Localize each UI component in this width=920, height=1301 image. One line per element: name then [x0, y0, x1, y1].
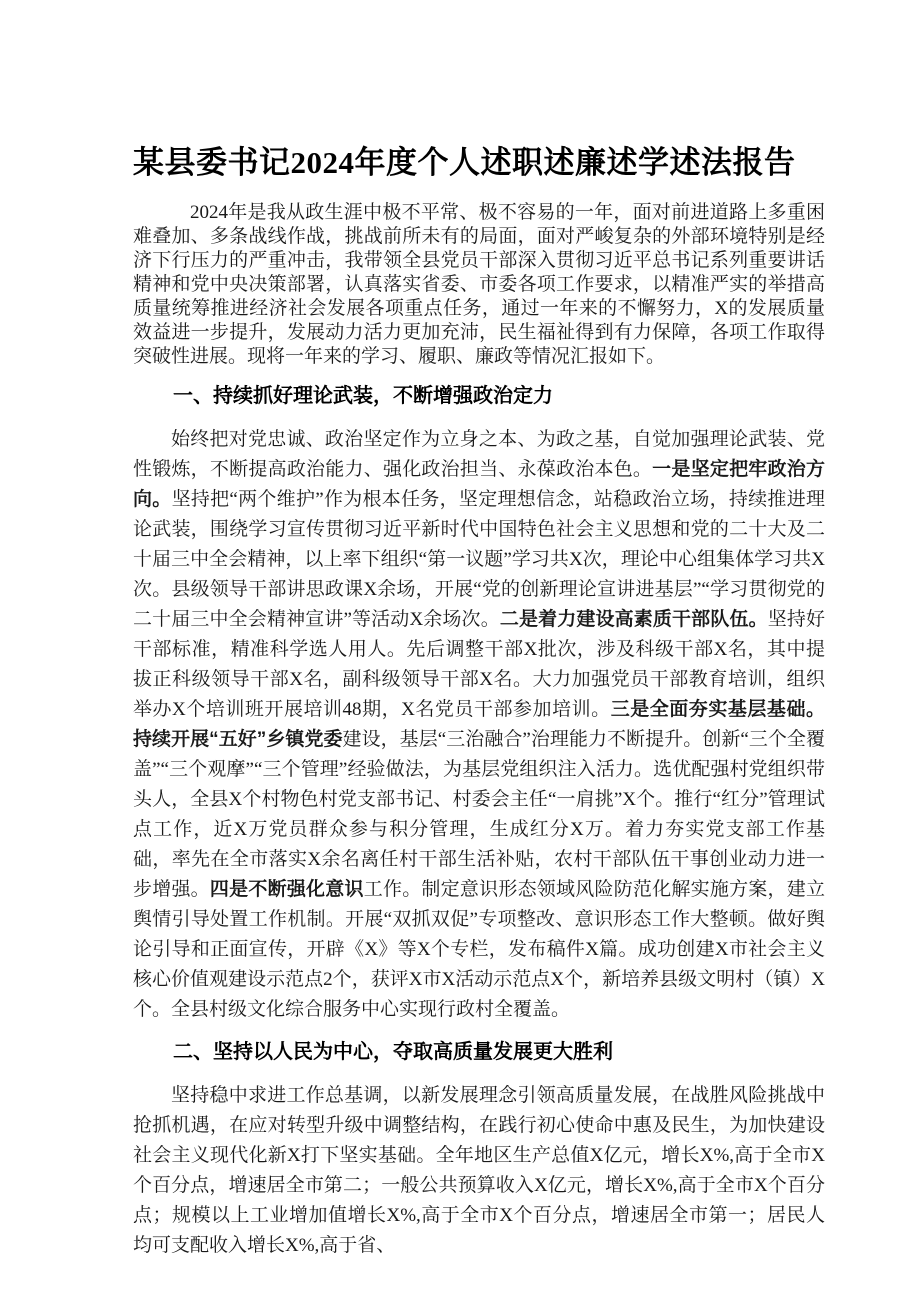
section-heading — [133, 1039, 825, 1065]
bold-text-run: 一是坚定把牢政治方向。 — [133, 459, 825, 510]
text-run: 坚持稳中求进工作总基调，以新发展理念引领高质量发展，在战胜风险挑战中抢抓机遇，在应对转型升级中调整结构，在践行初心使命中惠及民生，为加快建设社会主义现代化新X打下坚实基础。全年地区生产总值X亿元，增长X%,高于全市X个百分点，增速居全市第二；一般公共预算收入X亿元，增长X%,高于全市X个百分点；规模以上工业增加值增长X%,高于全市X个百分点，增速居全市第一；居民人均可支配收入增长X%,高于省、 — [133, 1085, 825, 1256]
document-body — [133, 201, 825, 1261]
bold-text-run: 二是着力建设高素质干部队伍。 — [499, 609, 768, 630]
text-run: 建设，基层“三治融合”治理能力不断提升。创新“三个全覆盖”“三个观摩”“三个管理”经验做法，为基层党组织注入活力。选优配强村党组织带头人，全县X个村物色村党支部书记、村委会主任“一肩挑”X个。推行“红分”管理试点工作，近X万党员群众参与积分管理，生成红分X万。着力夯实党支部工作基础，率先在全市落实X余名离任村干部生活补贴，农村干部队伍干事创业动力进一步增强。 — [133, 729, 825, 900]
paragraph — [133, 425, 825, 1025]
section-heading — [133, 383, 825, 409]
bold-text-run: 四是不断强化意识 — [209, 879, 364, 900]
document-content — [133, 143, 825, 1261]
bold-text-run: 三是全面夯实基层基础。持续开展“五好”乡镇党委 — [133, 699, 825, 750]
text-run: 始终把对党忠诚、政治坚定作为立身之本、为政之基，自觉加强理论武装、党性锻炼，不断提高政治能力、强化政治担当、永葆政治本色。 — [133, 429, 825, 480]
text-run: 工作。制定意识形态领域风险防范化解实施方案，建立舆情引导处置工作机制。开展“双抓双促”专项整改、意识形态工作大整顿。做好舆论引导和正面宣传，开辟《X》等X个专栏，发布稿件X篇。成功创建X市社会主义核心价值观建设示范点2个，获评X市X活动示范点X个，新培养县级文明村（镇）X个。全县村级文化综合服务中心实现行政村全覆盖。 — [133, 879, 825, 1020]
bold-text-run: 一、持续抓好理论武装，不断增强政治定力 — [173, 385, 553, 407]
bold-text-run: 二、坚持以人民为中心，夺取高质量发展更大胜利 — [173, 1041, 613, 1063]
paragraph — [133, 201, 825, 369]
text-run: 坚持把“两个维护”作为根本任务，坚定理想信念，站稳政治立场，持续推进理论武装，围绕学习宣传贯彻习近平新时代中国特色社会主义思想和党的二十大及二十届三中全会精神，以上率下组织“第一议题”学习共X次，理论中心组集体学习共X次。县级领导干部讲思政课X余场，开展“党的创新理论宣讲进基层”“学习贯彻党的二十届三中全会精神宣讲”等活动X余场次。 — [133, 489, 825, 630]
document-title: 某县委书记2024年度个人述职述廉述学述法报告 — [133, 145, 796, 180]
text-run: 坚持好干部标准，精准科学选人用人。先后调整干部X批次，涉及科级干部X名，其中提拔正科级领导干部X名，副科级领导干部X名。大力加强党员干部教育培训，组织举办X个培训班开展培训48期，X名党员干部参加培训。 — [133, 609, 825, 720]
paragraph — [133, 1081, 825, 1261]
text-run: 2024年是我从政生涯中极不平常、极不容易的一年，面对前进道路上多重困难叠加、多条战线作战，挑战前所未有的局面，面对严峻复杂的外部环境特别是经济下行压力的严重冲击，我带领全县党员干部深入贯彻习近平总书记系列重要讲话精神和党中央决策部署，认真落实省委、市委各项工作要求，以精准严实的举措高质量统筹推进经济社会发展各项重点任务，通过一年来的不懈努力，X的发展质量效益进一步提升，发展动力活力更加充沛，民生福祉得到有力保障，各项工作取得突破性进展。现将一年来的学习、履职、廉政等情况汇报如下。 — [133, 202, 825, 367]
